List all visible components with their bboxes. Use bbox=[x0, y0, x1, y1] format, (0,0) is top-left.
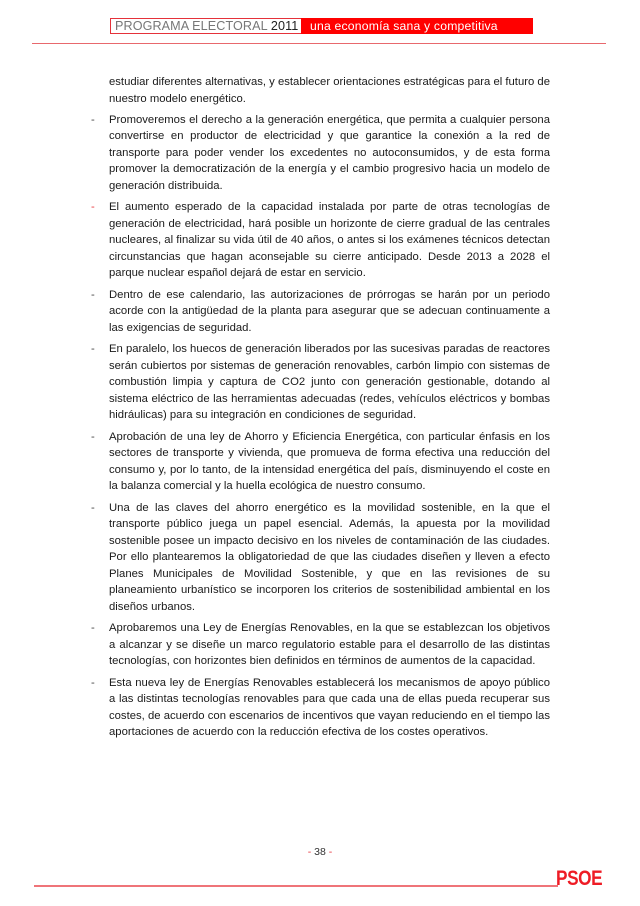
list-item bbox=[91, 620, 550, 670]
dash-bullet-icon: - bbox=[91, 430, 95, 443]
page-number-dash-left: - bbox=[307, 846, 312, 858]
header-title-prefix: PROGRAMA ELECTORAL bbox=[115, 19, 268, 33]
list-item bbox=[91, 199, 550, 282]
list-item bbox=[91, 341, 550, 424]
header-subtitle: una economía sana y competitiva bbox=[301, 18, 533, 34]
dash-bullet-icon: - bbox=[91, 622, 95, 634]
paragraph-text: Aprobación de una ley de Ahorro y Eficiencia Energética, con particular énfasis en los sectores de transporte y vivienda, que promueva de forma efectiva una reducción del consumo y, por lo tanto, de la intensidad energética del país, disminuyendo el coste en la balanza comercial y la huella ecológica de nuestro consumo. bbox=[109, 430, 550, 492]
paragraph-text: El aumento esperado de la capacidad instalada por parte de otras tecnologías de generación de electricidad, hará posible un horizonte de cierre gradual de las centrales nucleares, al finalizar su vida útil de 40 años, o antes si los exámenes técnicos detectan circunstancias que hagan aconsejable su cierre anticipado. Desde 2013 a 2028 el parque nuclear español dejará de estar en servicio. bbox=[109, 201, 550, 279]
page-number-dash-right: - bbox=[328, 846, 333, 858]
list-item bbox=[91, 429, 550, 495]
paragraph-text: Promoveremos el derecho a la generación energética, que permita a cualquier persona convertirse en productor de electricidad y que garantice la conexión a la red de transporte para poder vender los excedentes no autoconsumidos, y de esta forma promover la democratización de la energía y el cambio progresivo hacia un modelo de generación distribuida. bbox=[109, 113, 550, 192]
list-item bbox=[91, 287, 550, 337]
psoe-logo: PSOE bbox=[556, 867, 603, 890]
header-rule bbox=[32, 43, 606, 44]
list-item bbox=[91, 675, 550, 741]
document-body bbox=[91, 74, 550, 746]
header-program-title bbox=[110, 18, 301, 34]
dash-bullet-icon: - bbox=[91, 288, 95, 301]
dash-bullet-icon: - bbox=[91, 343, 95, 355]
dash-bullet-icon: - bbox=[91, 676, 95, 689]
list-item bbox=[91, 500, 550, 616]
dash-bullet-icon: - bbox=[91, 501, 95, 514]
paragraph-text: En paralelo, los huecos de generación liberados por las sucesivas paradas de reactores serán cubiertos por sistemas de generación renovables, carbón limpio con sistemas de combustión limpia y captura de CO2 junto con generación gestionable, dotando al sistema eléctrico de las herramientas adecuadas (redes, vehículos eléctricos y bombas hidráulicas) para su integración en condiciones de seguridad. bbox=[109, 343, 550, 421]
header-year: 2011 bbox=[270, 19, 299, 33]
page-number bbox=[0, 846, 640, 858]
paragraph-text: Esta nueva ley de Energías Renovables establecerá los mecanismos de apoyo público a las distintas tecnologías renovables para que cada una de ellas pueda recuperar sus costes, de acuerdo con escenarios de incentivos que vayan reduciendo en el tiempo las aportaciones de acuerdo con la reducción efectiva de los costes operativos. bbox=[109, 676, 550, 738]
paragraph-text: Aprobaremos una Ley de Energías Renovables, en la que se establezcan los objetivos a alcanzar y se diseñe un marco regulatorio estable para el desarrollo de las distintas tecnologías, con horizontes bien definidos en términos de aumentos de la capacidad. bbox=[109, 622, 550, 667]
paragraph-text: Una de las claves del ahorro energético es la movilidad sostenible, en la que el transporte público juega un papel esencial. Además, la apuesta por la movilidad sostenible posee un impacto decisivo en los niveles de contaminación de las ciudades. Por ello plantearemos la obligatoriedad de que las ciudades diseñen y lleven a efecto Planes Municipales de Movilidad Sostenible, y que en las revisiones de su planeamiento urbanístico se incorporen los criterios de sostenibilidad ambiental en los diseños urbanos. bbox=[109, 501, 550, 613]
list-item bbox=[91, 112, 550, 195]
dash-bullet-icon: - bbox=[91, 201, 95, 213]
dash-bullet-icon: - bbox=[91, 113, 95, 126]
document-header bbox=[110, 18, 533, 34]
paragraph-text: estudiar diferentes alternativas, y establecer orientaciones estratégicas para el futuro de nuestro modelo energético. bbox=[109, 76, 550, 105]
paragraph-text: Dentro de ese calendario, las autorizaciones de prórrogas se harán por un periodo acorde con la antigüedad de la planta para asegurar que se adecuan continuamente a las exigencias de seguridad. bbox=[109, 288, 550, 334]
paragraph-continuation bbox=[109, 74, 550, 107]
page-number-value: 38 bbox=[314, 846, 326, 858]
footer-rule bbox=[34, 885, 558, 887]
